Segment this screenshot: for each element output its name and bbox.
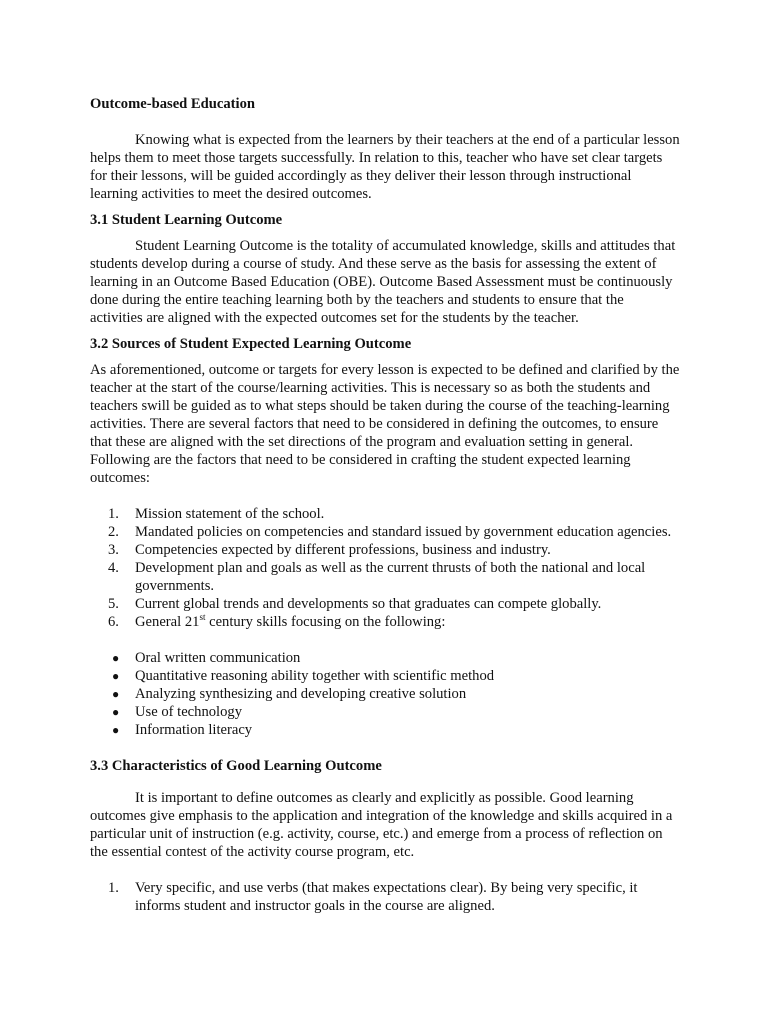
list-item: 6. General 21st century skills focusing on the following: bbox=[108, 612, 446, 630]
section-3-2-paragraph: As aforementioned, outcome or targets for every lesson is expected to be defined and clarified by the teacher at the start of the course/learning activities. This is necessary so as both the students and teachers swill be guided as to what steps should be taken during the course of the teaching-learning activities. There are several factors that need to be considered in defining the outcomes, to ensure that these are aligned with the set directions of the program and evaluation setting in general. Following are the factors that need to be considered in crafting the student expected learning outcomes: bbox=[90, 362, 680, 486]
list-item: 4. Development plan and goals as well as the current thrusts of both the national and local governments. bbox=[108, 560, 646, 594]
factors-list bbox=[90, 505, 680, 631]
skills-bullet-list bbox=[90, 649, 680, 739]
intro-paragraph: Knowing what is expected from the learners by their teachers at the end of a particular lesson helps them to meet those targets successfully. In relation to this, teacher who have set clear targets for their lessons, will be guided accordingly as they deliver their lesson through instructional learning activities to meet the desired outcomes. bbox=[90, 132, 680, 202]
list-item: ● Quantitative reasoning ability together with scientific method bbox=[112, 668, 495, 684]
list-item: ● Analyzing synthesizing and developing creative solution bbox=[112, 686, 467, 702]
bullet-icon: ● bbox=[112, 687, 120, 701]
bullet-icon: ● bbox=[112, 669, 120, 683]
bullet-icon: ● bbox=[112, 705, 120, 719]
list-item: ● Oral written communication bbox=[112, 650, 301, 666]
document-title: Outcome-based Education bbox=[90, 96, 255, 112]
section-3-3-paragraph: It is important to define outcomes as clearly and explicitly as possible. Good learning outcomes give emphasis to the application and integration of the knowledge and skills acquired in a particular unit of instruction (e.g. activity, course, etc.) and emerge from a process of reflection on the essential contest of the activity course program, etc. bbox=[90, 790, 673, 860]
list-item: 5. Current global trends and developments so that graduates can compete globally. bbox=[108, 596, 602, 612]
characteristics-list bbox=[90, 879, 680, 915]
list-item: 2. Mandated policies on competencies and standard issued by government education agencies. bbox=[108, 524, 672, 540]
section-heading-3-3: 3.3 Characteristics of Good Learning Outcome bbox=[90, 758, 382, 774]
section-3-1-paragraph: Student Learning Outcome is the totality of accumulated knowledge, skills and attitudes that students develop during a course of study. And these serve as the basis for assessing the extent of learning in an Outcome Based Education (OBE). Outcome Based Assessment must be continuously done during the entire teaching learning both by the teachers and students to ensure that the activities are aligned with the expected outcomes set for the students by the teacher. bbox=[90, 238, 676, 326]
bullet-icon: ● bbox=[112, 723, 120, 737]
list-item: 1. Mission statement of the school. bbox=[108, 506, 325, 522]
list-item: 1. Very specific, and use verbs (that makes expectations clear). By being very specific, it informs student and instructor goals in the course are aligned. bbox=[108, 880, 638, 914]
section-heading-3-1: 3.1 Student Learning Outcome bbox=[90, 212, 283, 228]
section-heading-3-2: 3.2 Sources of Student Expected Learning Outcome bbox=[90, 336, 412, 352]
bullet-icon: ● bbox=[112, 651, 120, 665]
list-item: 3. Competencies expected by different professions, business and industry. bbox=[108, 542, 551, 558]
list-item: ● Use of technology bbox=[112, 704, 242, 720]
document-body bbox=[90, 95, 680, 915]
list-item: ● Information literacy bbox=[112, 722, 253, 738]
